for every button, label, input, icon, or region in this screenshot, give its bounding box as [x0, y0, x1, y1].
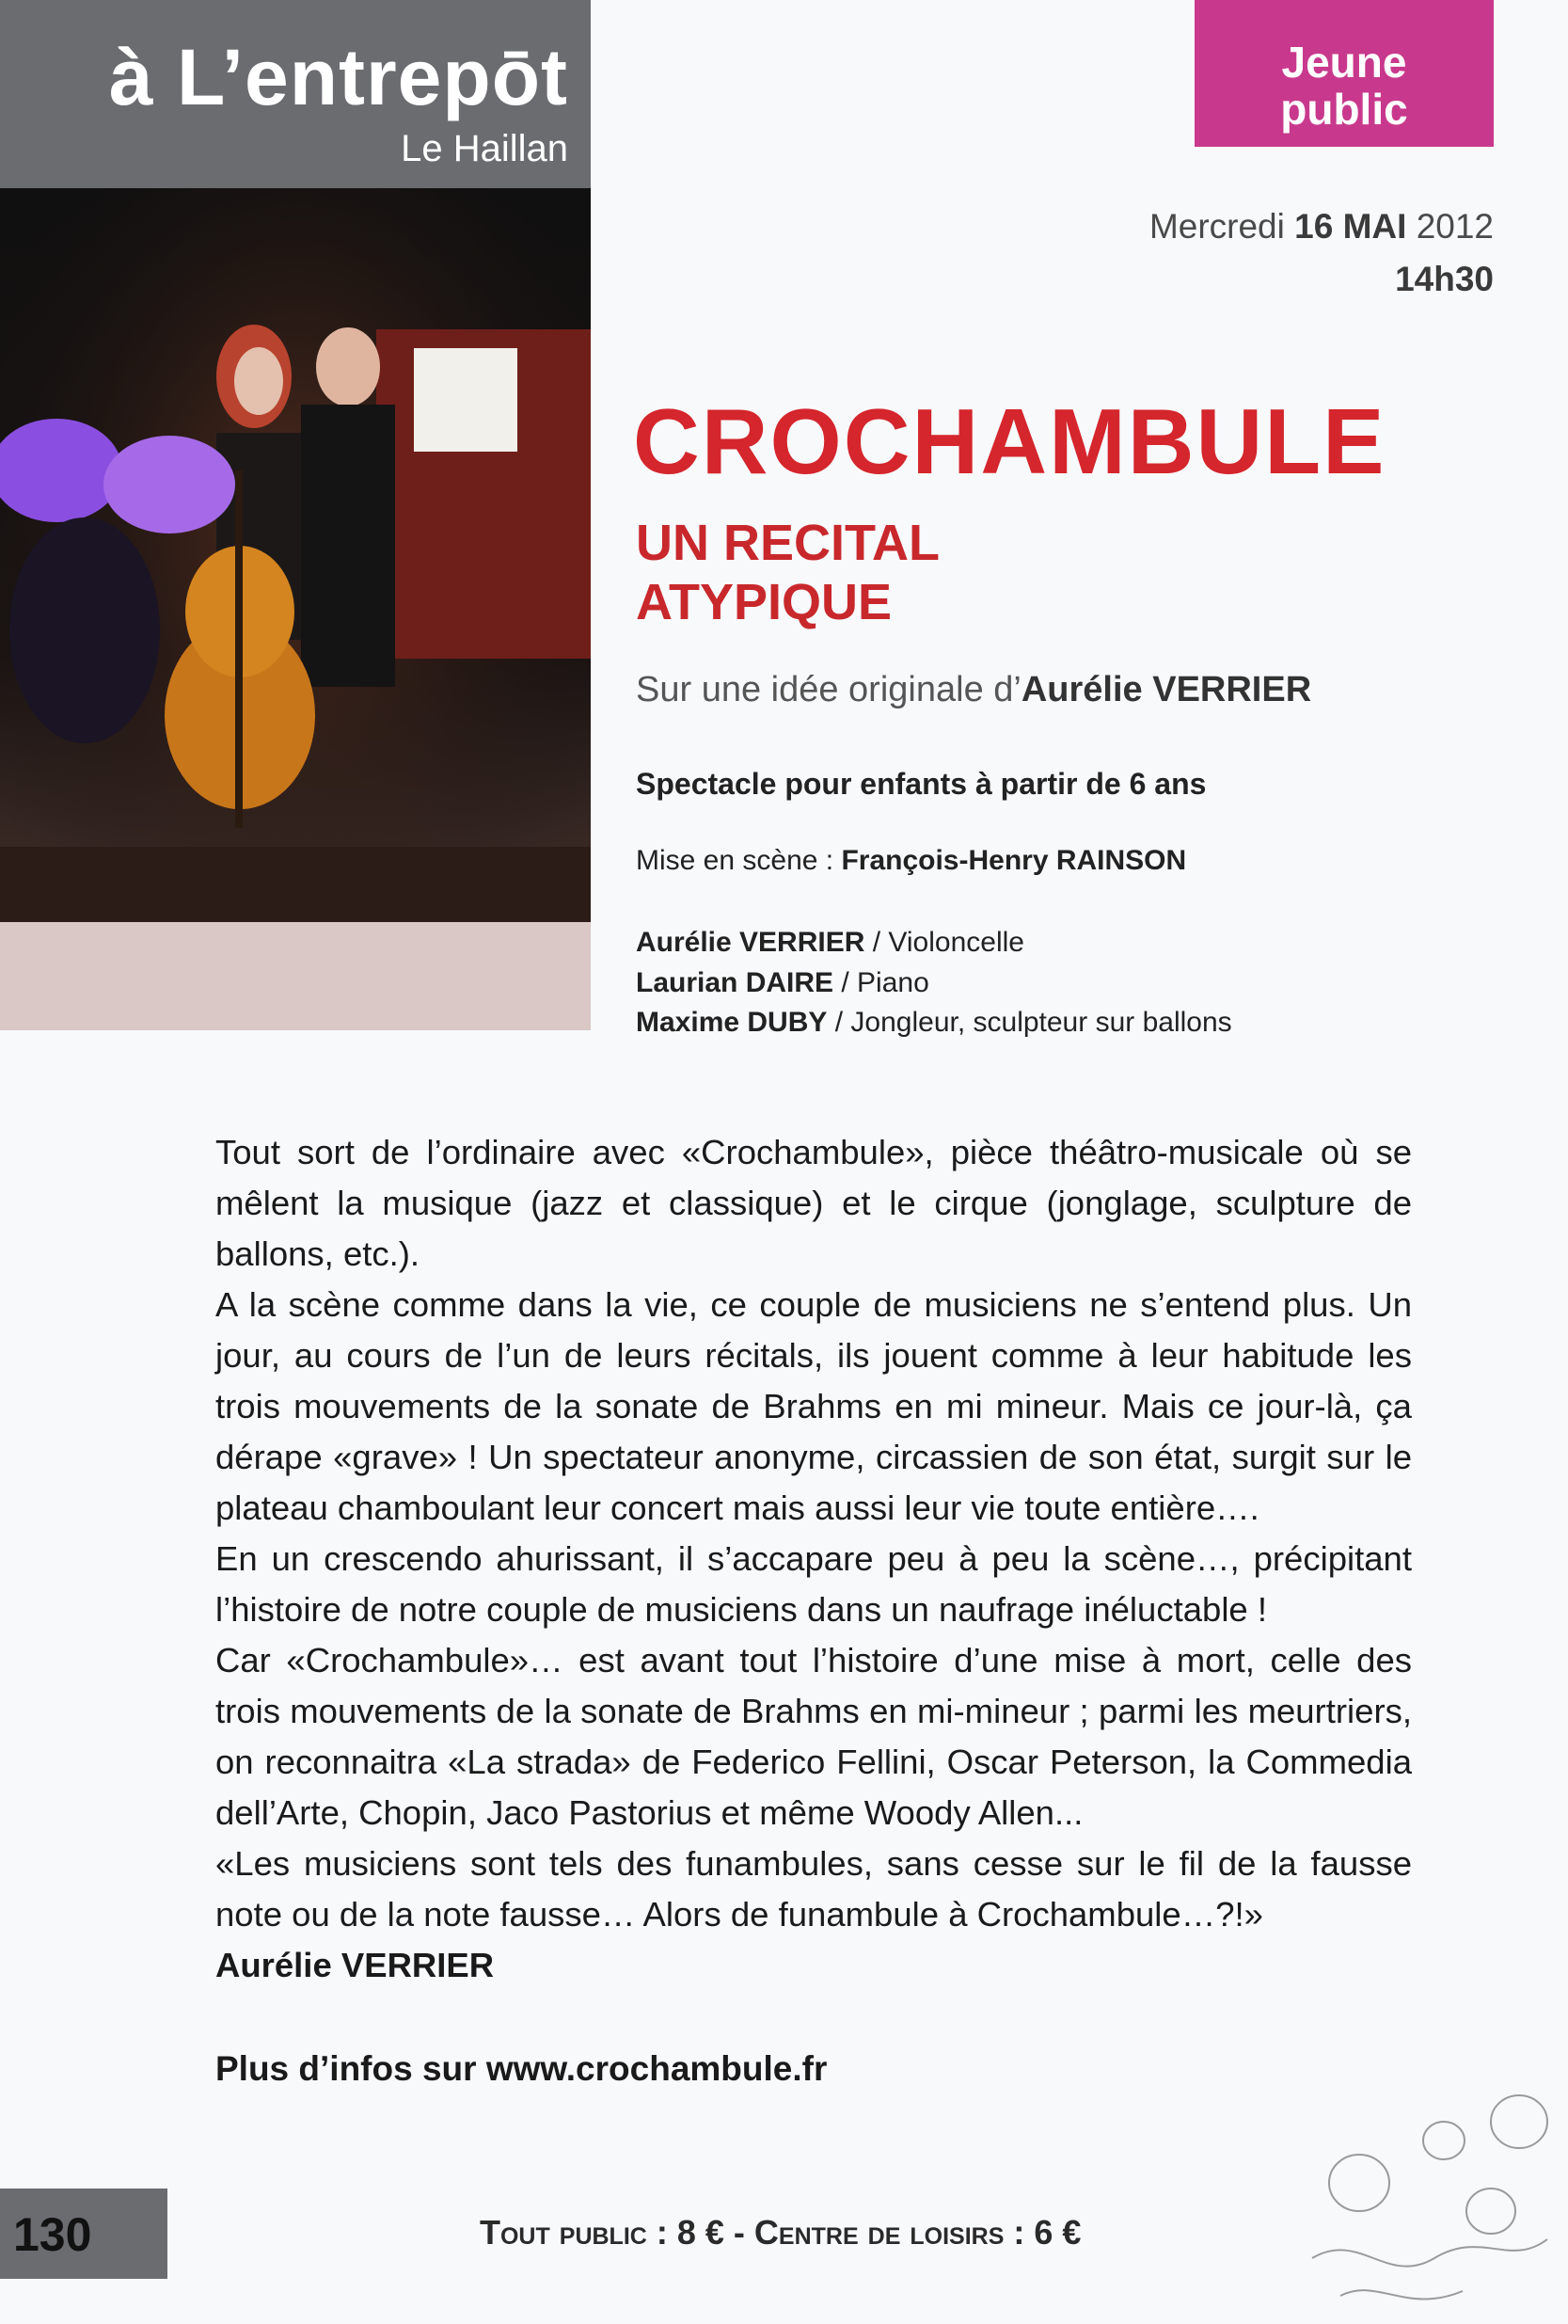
- cast-item: [636, 963, 1232, 1004]
- description-paragraph: Tout sort de l’ordinaire avec «Crochambule», pièce théâtro-musicale où se mêlent la musique (jazz et classique) et le cirque (jonglage, sculpture de ballons, etc.).: [215, 1133, 1412, 1273]
- price-public-label: Tout public: [480, 2213, 647, 2252]
- original-idea-credit: [636, 670, 1311, 710]
- venue-title: à L’entrepōt: [108, 33, 568, 121]
- more-info-link[interactable]: Plus d’infos sur www.crochambule.fr: [215, 2049, 828, 2088]
- category-badge-line: Jeune: [1281, 38, 1407, 87]
- quote-signature: Aurélie VERRIER: [215, 1946, 495, 1984]
- cast-item: [636, 1003, 1232, 1043]
- credit-prefix: Sur une idée originale d’: [636, 670, 1022, 709]
- cast-role: / Violoncelle: [864, 927, 1024, 958]
- event-date-day: 16 MAI: [1294, 207, 1407, 246]
- price-public: 8 €: [676, 2213, 724, 2252]
- event-day: Mercredi: [1148, 207, 1285, 246]
- cast-role: / Jongleur, sculpteur sur ballons: [827, 1007, 1232, 1039]
- cast-item: [636, 923, 1232, 963]
- audience-note: Spectacle pour enfants à partir de 6 ans: [636, 767, 1207, 801]
- cast-name: Laurian DAIRE: [636, 966, 834, 998]
- direction-name: François-Henry RAINSON: [841, 845, 1187, 876]
- venue-location: Le Haillan: [401, 128, 568, 169]
- description-paragraph: «Les musiciens sont tels des funambules, sans cesse sur le fil de la fausse note ou de la note fausse… Alors de funambule à Crochambule…?!»: [215, 1844, 1412, 1934]
- description-paragraph: En un crescendo ahurissant, il s’accapare peu à peu la scène…, précipitant l’histoire de notre couple de musiciens dans un naufrage inéluctable !: [215, 1539, 1412, 1629]
- price-centre-label: Centre de loisirs: [753, 2213, 1005, 2252]
- show-title: CROCHAMBULE: [633, 390, 1386, 493]
- event-time: 14h30: [1395, 260, 1494, 298]
- direction-credit: [636, 845, 1186, 877]
- cast-name: Maxime DUBY: [636, 1007, 828, 1039]
- price-centre: 6 €: [1034, 2213, 1082, 2252]
- pricing: Tout public : 8 € - Centre de loisirs : 6 €: [480, 2213, 1082, 2252]
- price-separator: -: [733, 2213, 754, 2252]
- show-subtitle-line: ATYPIQUE: [636, 573, 893, 630]
- page-number: 130: [0, 2189, 167, 2279]
- description: [215, 1127, 1412, 1991]
- show-subtitle-line: UN RECITAL: [636, 515, 940, 571]
- cast-role: / Piano: [833, 966, 929, 998]
- performers-photo: [0, 188, 591, 1030]
- cast-name: Aurélie VERRIER: [636, 927, 865, 958]
- show-subtitle: [636, 514, 1200, 631]
- venue-header: [0, 0, 591, 188]
- category-badge-line: public: [1280, 84, 1408, 134]
- event-date: [1149, 207, 1494, 247]
- category-badge: [1195, 0, 1494, 147]
- cast-list: [636, 923, 1232, 1043]
- direction-label: Mise en scène :: [636, 845, 842, 876]
- event-year: 2012: [1416, 207, 1494, 246]
- credit-name: Aurélie VERRIER: [1021, 670, 1312, 709]
- description-paragraph: Car «Crochambule»… est avant tout l’histoire d’une mise à mort, celle des trois mouvements de la sonate de Brahms en mi-mineur ; parmi les meurtriers, on reconnaitra «La strada» de Federico Fellini, Oscar Peterson, la Commedia dell’Arte, Chopin, Jaco Pastorius et même Woody Allen...: [215, 1641, 1412, 1832]
- decorative-doodle: [1303, 2070, 1568, 2324]
- description-paragraph: A la scène comme dans la vie, ce couple de musiciens ne s’entend plus. Un jour, au cours de l’un de leurs récitals, ils jouent comme à leur habitude les trois mouvements de la sonate de Brahms en mi mineur. Mais ce jour-là, ça dérape «grave» ! Un spectateur anonyme, circassien de son état, surgit sur le plateau chamboulant leur concert mais aussi leur vie toute entière….: [215, 1285, 1412, 1527]
